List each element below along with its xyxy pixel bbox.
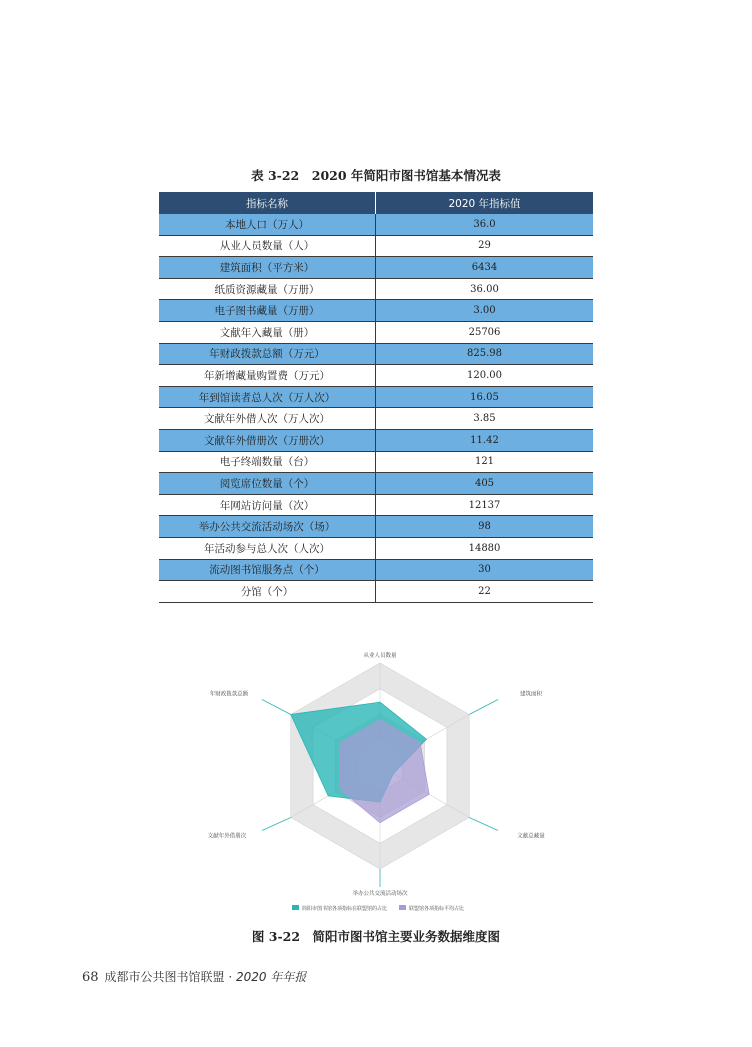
legend-swatch	[292, 905, 299, 910]
indicator-name-cell: 本地人口（万人）	[159, 214, 376, 235]
legend-label: 简阳市图书馆各项指标在联盟馆的占比	[302, 906, 388, 912]
indicator-value-cell: 3.00	[376, 300, 594, 322]
indicator-name-cell: 年活动参与总人次（人次）	[159, 537, 376, 559]
indicator-value-cell: 3.85	[376, 408, 594, 430]
indicator-name-cell: 年网站访问量（次）	[159, 494, 376, 516]
indicator-value-cell: 36.00	[376, 278, 594, 300]
indicator-value-cell: 98	[376, 516, 594, 538]
indicator-name-cell: 纸质资源藏量（万册）	[159, 278, 376, 300]
table-row	[159, 494, 593, 516]
table-body	[159, 214, 593, 602]
table-row	[159, 300, 593, 322]
table-row	[159, 429, 593, 451]
radar-leader-line	[262, 700, 291, 715]
radar-leader-line	[469, 818, 498, 831]
radar-axis-label: 建筑面积	[519, 691, 543, 698]
page-number: 68	[82, 970, 99, 985]
header-indicator-value: 2020 年指标值	[376, 192, 594, 214]
table-row	[159, 537, 593, 559]
indicator-value-cell: 12137	[376, 494, 594, 516]
indicator-name-cell: 流动图书馆服务点（个）	[159, 559, 376, 581]
table-row	[159, 235, 593, 257]
indicator-name-cell: 文献年外借人次（万人次）	[159, 408, 376, 430]
legend-swatch	[399, 905, 406, 910]
table-row	[159, 278, 593, 300]
figure-caption: 图 3-22 简阳市图书馆主要业务数据维度图	[251, 929, 501, 944]
indicator-value-cell: 120.00	[376, 365, 594, 387]
indicator-name-cell: 文献年外借册次（万册次）	[159, 429, 376, 451]
table-row	[159, 581, 593, 603]
table-title: 表 3-22 2020 年简阳市图书馆基本情况表	[251, 168, 501, 183]
indicator-table	[159, 192, 593, 603]
table-row	[159, 214, 593, 235]
radar-leader-line	[469, 700, 498, 715]
indicator-name-cell: 电子图书藏量（万册）	[159, 300, 376, 322]
indicator-name-cell: 电子终端数量（台）	[159, 451, 376, 473]
radar-chart	[200, 625, 560, 920]
page-footer	[82, 968, 306, 985]
legend-label: 联盟馆各项指标平均占比	[409, 906, 465, 912]
indicator-value-cell: 825.98	[376, 343, 594, 365]
indicator-name-cell: 年到馆读者总人次（万人次）	[159, 386, 376, 408]
indicator-value-cell: 121	[376, 451, 594, 473]
indicator-name-cell: 从业人员数量（人）	[159, 235, 376, 257]
indicator-value-cell: 29	[376, 235, 594, 257]
header-indicator-name: 指标名称	[159, 192, 376, 214]
indicator-value-cell: 25706	[376, 321, 594, 343]
table-row	[159, 386, 593, 408]
indicator-name-cell: 举办公共交流活动场次（场）	[159, 516, 376, 538]
table-row	[159, 473, 593, 495]
radar-axis-label: 举办公共交流活动场次	[352, 891, 408, 897]
radar-axis-label: 从业人员数量	[363, 653, 397, 659]
indicator-value-cell: 11.42	[376, 429, 594, 451]
indicator-value-cell: 36.0	[376, 214, 594, 235]
indicator-value-cell: 6434	[376, 257, 594, 279]
indicator-value-cell: 30	[376, 559, 594, 581]
indicator-name-cell: 阅览席位数量（个）	[159, 473, 376, 495]
radar-axis-label: 文献年外借册次	[207, 833, 247, 840]
indicator-name-cell: 分馆（个）	[159, 581, 376, 603]
indicator-name-cell: 建筑面积（平方米）	[159, 257, 376, 279]
indicator-name-cell: 年新增藏量购置费（万元）	[159, 365, 376, 387]
table-row	[159, 408, 593, 430]
indicator-value-cell: 22	[376, 581, 594, 603]
radar-axis-label: 年财政拨款总额	[209, 691, 249, 698]
table-header-row	[159, 192, 593, 214]
table-row	[159, 343, 593, 365]
indicator-value-cell: 14880	[376, 537, 594, 559]
footer-title: 成都市公共图书馆联盟 ·	[104, 970, 236, 984]
indicator-value-cell: 16.05	[376, 386, 594, 408]
indicator-name-cell: 年财政拨款总额（万元）	[159, 343, 376, 365]
table-row	[159, 257, 593, 279]
table-row	[159, 365, 593, 387]
radar-leader-line	[262, 818, 291, 831]
table-row	[159, 451, 593, 473]
indicator-name-cell: 文献年入藏量（册）	[159, 321, 376, 343]
footer-year: 2020 年年报	[236, 970, 307, 984]
table-row	[159, 559, 593, 581]
radar-axis-label: 文献总藏量	[517, 833, 545, 840]
table-row	[159, 516, 593, 538]
indicator-value-cell: 405	[376, 473, 594, 495]
table-row	[159, 321, 593, 343]
